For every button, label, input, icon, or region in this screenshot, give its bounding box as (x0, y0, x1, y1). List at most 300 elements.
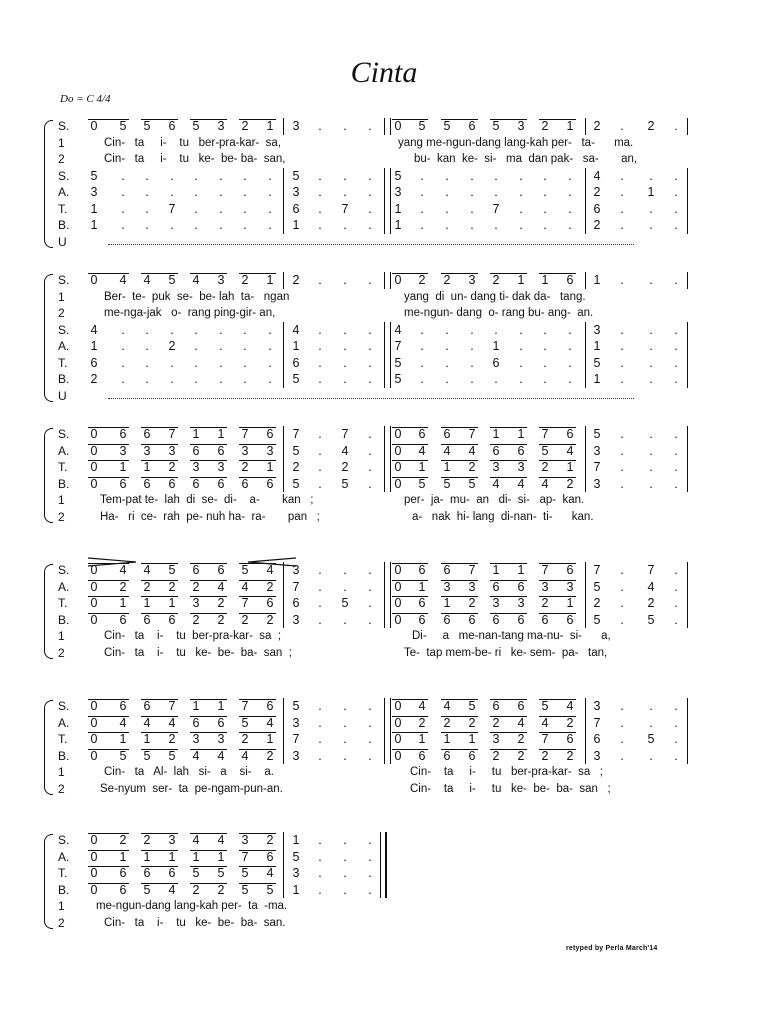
note: 1 (492, 563, 500, 577)
note: 3 (492, 596, 500, 610)
barline (687, 355, 688, 372)
note: 6 (292, 596, 300, 610)
note: 0 (394, 563, 402, 577)
note: 0 (394, 715, 402, 730)
note: . (243, 218, 247, 232)
note: 6 (517, 579, 525, 594)
voice-row (0, 168, 768, 184)
beam-line (88, 850, 129, 851)
note: . (649, 443, 653, 458)
beam-line (88, 749, 129, 750)
note: 5 (143, 882, 151, 897)
final-barline (385, 865, 387, 882)
note: 2 (468, 460, 476, 474)
note: . (674, 715, 678, 730)
note: . (170, 218, 174, 232)
note: . (145, 322, 149, 337)
note: 4 (217, 579, 225, 594)
note: 4 (143, 563, 151, 577)
note: . (519, 168, 523, 183)
note: . (145, 201, 149, 216)
note: 2 (541, 119, 549, 133)
note: . (674, 563, 678, 577)
note: . (620, 185, 624, 199)
note: 1 (217, 699, 225, 713)
note: . (445, 372, 449, 386)
note: . (343, 732, 347, 746)
note: 4 (468, 443, 476, 458)
lyric-text: yang di un- dang ti- dak da- tang. (404, 290, 586, 303)
double-barline (384, 443, 385, 460)
voice-label: A. (58, 849, 70, 864)
note: . (674, 201, 678, 216)
note: . (674, 579, 678, 594)
beam-line (141, 563, 178, 564)
note: 6 (292, 355, 300, 370)
note: 0 (90, 579, 98, 594)
barline (687, 698, 688, 715)
note: . (121, 201, 125, 216)
voice-label: B. (58, 882, 70, 897)
note: . (219, 201, 223, 216)
note: . (649, 748, 653, 763)
note: . (674, 273, 678, 287)
note: 6 (593, 201, 601, 216)
note: 1 (593, 372, 601, 386)
beam-line (239, 427, 276, 428)
note: . (318, 355, 322, 370)
note: 2 (192, 579, 200, 594)
note: . (368, 322, 372, 337)
voice-row (0, 476, 768, 492)
lyric-text: Cin- ta Al- lah si- a si- a. (104, 766, 274, 778)
note: . (121, 322, 125, 337)
note: . (674, 355, 678, 370)
beam-line (141, 883, 178, 884)
note: 4 (192, 748, 200, 763)
note: . (219, 185, 223, 199)
voice-row (0, 272, 768, 288)
note: 5 (241, 563, 249, 577)
note: . (318, 443, 322, 458)
note: 2 (492, 748, 500, 763)
note: . (368, 476, 372, 491)
note: . (674, 372, 678, 386)
note: 2 (143, 833, 151, 847)
note: . (243, 168, 247, 183)
beam-line (392, 749, 428, 750)
note: 2 (517, 732, 525, 746)
note: 2 (168, 339, 176, 353)
note: . (318, 339, 322, 353)
voice-label: S. (58, 833, 70, 847)
note: . (194, 168, 198, 183)
beam-line (490, 119, 527, 120)
note: . (318, 596, 322, 610)
note: . (470, 372, 474, 386)
note: 6 (593, 732, 601, 746)
voice-row (0, 612, 768, 628)
note: . (368, 273, 372, 287)
beam-line (88, 732, 129, 733)
note: . (343, 218, 347, 232)
note: 6 (192, 443, 200, 458)
note: 0 (394, 460, 402, 474)
note: . (620, 322, 624, 337)
note: 2 (492, 273, 500, 287)
note: . (620, 748, 624, 763)
note: . (420, 322, 424, 337)
note: 7 (168, 201, 176, 216)
beam-line (539, 580, 576, 581)
note: . (620, 355, 624, 370)
note: 1 (217, 849, 225, 864)
lyric-row (0, 135, 768, 151)
beam-line (141, 477, 178, 478)
note: . (445, 339, 449, 353)
note: . (620, 596, 624, 610)
note: 4 (292, 322, 300, 337)
note: . (121, 339, 125, 353)
note: . (343, 339, 347, 353)
note: 1 (266, 119, 274, 133)
voice-row (0, 217, 768, 233)
lyric-text: Cin- ta i- tu ber-pra-kar- sa, (104, 136, 282, 149)
lyric-row (0, 151, 768, 167)
note: . (343, 866, 347, 880)
lyric-text: Cin- ta i- tu ber-pra-kar- sa ; (104, 630, 282, 642)
beam-line (190, 749, 227, 750)
lyric-text: bu- kan ke- si- ma dan pak- sa- an, (414, 153, 638, 165)
beam-line (239, 883, 276, 884)
note: 6 (143, 866, 151, 880)
final-barline (380, 865, 381, 882)
credit-line: retyped by Perla March'14 (566, 945, 658, 952)
note: 4 (418, 699, 426, 713)
note: 5 (443, 119, 451, 133)
note: 1 (119, 596, 127, 610)
note: 5 (541, 699, 549, 713)
score-system (0, 698, 768, 797)
beam-line (141, 866, 178, 867)
voice-row (0, 882, 768, 898)
note: 6 (217, 715, 225, 730)
double-barline (384, 579, 385, 596)
note: 1 (90, 339, 98, 353)
voice-label: U (58, 388, 67, 403)
barline (687, 612, 688, 629)
voice-row (0, 865, 768, 881)
note: 6 (292, 201, 300, 216)
beam-line (88, 427, 129, 428)
note: . (543, 339, 547, 353)
note: . (318, 476, 322, 491)
note: 1 (266, 273, 274, 287)
note: 0 (394, 699, 402, 713)
beam-line (239, 613, 276, 614)
voice-row (0, 832, 768, 848)
note: . (145, 372, 149, 386)
note: . (318, 833, 322, 847)
note: 1 (266, 460, 274, 474)
note: . (368, 699, 372, 713)
note: 1 (192, 427, 200, 441)
voice-label: 2 (58, 152, 65, 166)
note: 5 (168, 273, 176, 287)
note: 1 (143, 460, 151, 474)
voice-label: S. (58, 119, 70, 133)
note: 6 (468, 748, 476, 763)
note: 6 (492, 443, 500, 458)
note: 5 (418, 476, 426, 491)
lyric-text: a- nak hi- lang di-nan- ti- kan. (412, 510, 594, 523)
note: 2 (192, 882, 200, 897)
beam-line (539, 699, 576, 700)
note: 7 (468, 563, 476, 577)
note: . (420, 372, 424, 386)
page-title: Cinta (350, 56, 418, 89)
note: 2 (593, 596, 601, 610)
note: 0 (394, 273, 402, 287)
note: . (318, 882, 322, 897)
note: 6 (119, 427, 127, 441)
note: . (368, 748, 372, 763)
note: . (620, 563, 624, 577)
note: . (674, 476, 678, 491)
note: . (543, 355, 547, 370)
note: . (318, 372, 322, 386)
note: 4 (443, 699, 451, 713)
beam-line (239, 477, 276, 478)
voice-row (0, 715, 768, 731)
double-barline (384, 731, 385, 748)
note: . (420, 185, 424, 199)
double-barline (384, 371, 385, 388)
note: 6 (119, 476, 127, 491)
note: 5 (292, 372, 300, 386)
double-barline (384, 322, 385, 339)
note: 6 (517, 443, 525, 458)
note: 7 (593, 563, 601, 577)
beam-line (239, 732, 276, 733)
voice-label: 2 (58, 781, 65, 796)
barline (687, 184, 688, 201)
note: . (420, 168, 424, 183)
note: 2 (266, 748, 274, 763)
note: 3 (492, 460, 500, 474)
note: . (568, 339, 572, 353)
beam-line (392, 580, 428, 581)
double-barline (384, 595, 385, 612)
note: 2 (418, 715, 426, 730)
lyric-text: me-ngun- dang o- rang bu- ang- an. (404, 307, 594, 319)
note: . (194, 322, 198, 337)
note: 6 (566, 427, 574, 441)
note: 2 (566, 715, 574, 730)
note: . (194, 355, 198, 370)
note: . (620, 201, 624, 216)
note: . (445, 168, 449, 183)
note: 5 (468, 476, 476, 491)
note: 2 (418, 273, 426, 287)
note: . (494, 185, 498, 199)
note: 1 (292, 833, 300, 847)
note: . (145, 218, 149, 232)
note: . (568, 185, 572, 199)
note: 6 (168, 476, 176, 491)
note: 2 (647, 596, 655, 610)
note: 5 (241, 715, 249, 730)
voice-label: B. (58, 748, 70, 763)
beam-line (88, 833, 129, 834)
note: 0 (90, 119, 98, 133)
note: 6 (418, 427, 426, 441)
beam-line (141, 613, 178, 614)
note: 4 (341, 443, 349, 458)
lyric-row (0, 781, 768, 797)
note: 1 (593, 339, 601, 353)
note: . (674, 218, 678, 232)
note: . (318, 460, 322, 474)
note: 2 (90, 372, 98, 386)
note: . (343, 168, 347, 183)
note: . (620, 119, 624, 133)
note: 5 (341, 476, 349, 491)
beam-line (441, 563, 478, 564)
note: 2 (168, 579, 176, 594)
note: . (674, 339, 678, 353)
note: . (620, 476, 624, 491)
note: . (470, 168, 474, 183)
note: . (470, 322, 474, 337)
note: 1 (168, 849, 176, 864)
note: 1 (647, 185, 655, 199)
note: 6 (418, 596, 426, 610)
double-barline (384, 272, 385, 289)
note: . (674, 699, 678, 713)
note: 2 (443, 273, 451, 287)
beam-line (539, 273, 576, 274)
note: . (649, 201, 653, 216)
note: 4 (266, 866, 274, 880)
beam-line (239, 580, 276, 581)
beam-line (190, 444, 227, 445)
note: 1 (90, 218, 98, 232)
beam-line (392, 596, 428, 597)
note: 2 (266, 579, 274, 594)
note: 5 (119, 119, 127, 133)
note: . (519, 185, 523, 199)
note: 7 (541, 732, 549, 746)
note: . (243, 201, 247, 216)
barline (687, 371, 688, 388)
note: . (343, 699, 347, 713)
barline (687, 459, 688, 476)
note: 2 (468, 596, 476, 610)
note: 1 (168, 596, 176, 610)
note: . (470, 339, 474, 353)
note: . (145, 168, 149, 183)
beam-line (88, 613, 129, 614)
note: . (649, 699, 653, 713)
note: . (318, 866, 322, 880)
note: . (649, 355, 653, 370)
note: 4 (192, 273, 200, 287)
unison-row (0, 234, 768, 250)
beam-line (392, 273, 428, 274)
note: 5 (292, 476, 300, 491)
note: . (420, 201, 424, 216)
note: 6 (492, 612, 500, 627)
note: 5 (266, 882, 274, 897)
note: . (519, 201, 523, 216)
note: 3 (217, 460, 225, 474)
note: . (445, 185, 449, 199)
note: . (649, 339, 653, 353)
note: . (674, 427, 678, 441)
note: . (368, 355, 372, 370)
lyric-row (0, 898, 768, 914)
note: . (620, 339, 624, 353)
beam-line (539, 716, 576, 717)
note: 0 (394, 596, 402, 610)
note: 3 (241, 443, 249, 458)
note: 6 (266, 849, 274, 864)
note: . (268, 185, 272, 199)
note: 1 (90, 201, 98, 216)
note: 3 (168, 443, 176, 458)
beam-line (190, 477, 227, 478)
note: 3 (292, 715, 300, 730)
note: 6 (468, 119, 476, 133)
note: . (568, 168, 572, 183)
note: . (494, 372, 498, 386)
lyric-text: Cin- ta i- tu ke- be- ba- san ; (410, 782, 611, 795)
beam-line (88, 444, 129, 445)
note: 3 (217, 119, 225, 133)
note: . (368, 715, 372, 730)
note: 4 (217, 833, 225, 847)
note: 2 (292, 460, 300, 474)
note: 3 (217, 732, 225, 746)
note: . (368, 563, 372, 577)
voice-row (0, 184, 768, 200)
voice-row (0, 355, 768, 371)
score-system (0, 426, 768, 525)
beam-line (490, 427, 527, 428)
note: . (368, 460, 372, 474)
note: . (368, 866, 372, 880)
note: 7 (241, 699, 249, 713)
double-barline (384, 426, 385, 443)
note: . (674, 596, 678, 610)
note: . (519, 322, 523, 337)
note: 3 (566, 579, 574, 594)
note: 1 (517, 273, 525, 287)
beam-line (88, 883, 129, 884)
note: 4 (541, 715, 549, 730)
note: 6 (217, 563, 225, 577)
note: . (543, 168, 547, 183)
voice-label: A. (58, 185, 70, 199)
double-barline (384, 698, 385, 715)
note: 0 (90, 715, 98, 730)
note: 2 (647, 119, 655, 133)
note: 6 (168, 866, 176, 880)
note: . (470, 185, 474, 199)
note: 6 (143, 699, 151, 713)
lyric-text: yang me-ngun-dang lang-kah per- ta- ma. (398, 136, 634, 149)
